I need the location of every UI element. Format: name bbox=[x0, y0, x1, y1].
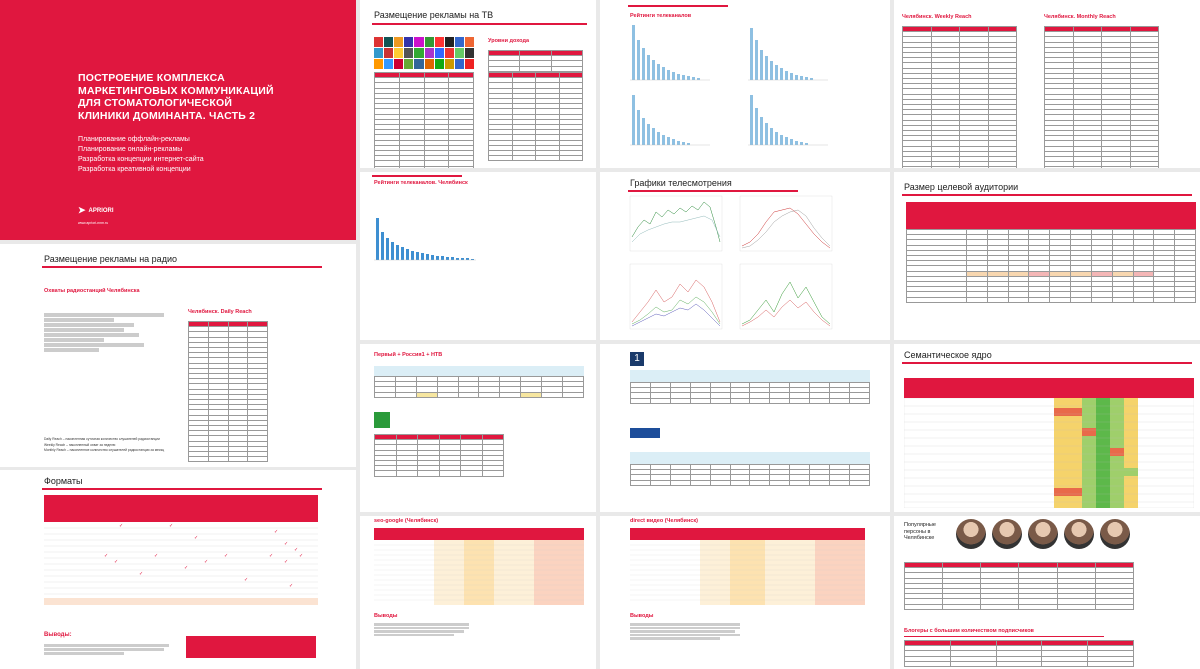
conclusions-heading: Выводы: bbox=[44, 632, 72, 638]
text-line bbox=[44, 333, 139, 337]
tv-ratings-chel-chart bbox=[360, 172, 596, 340]
text-line bbox=[374, 623, 469, 626]
svg-text:✓: ✓ bbox=[139, 571, 144, 577]
title-underline bbox=[902, 194, 1192, 196]
radio-params-text bbox=[44, 312, 172, 353]
channels-table-2 bbox=[374, 434, 504, 477]
radio-subtitle: Охваты радиостанций Челябинска bbox=[44, 288, 140, 294]
page-title: Рейтинги телеканалов. Челябинск bbox=[374, 180, 468, 186]
avatar bbox=[1064, 519, 1094, 549]
rossiya-logo bbox=[630, 428, 660, 438]
audience-header-band bbox=[906, 202, 1196, 229]
direct-header-band bbox=[630, 528, 865, 540]
cover-site: www.apriori-nnm.ru bbox=[78, 221, 109, 225]
page-title: Семантическое ядро bbox=[904, 350, 992, 360]
formats-page bbox=[0, 470, 356, 669]
svg-text:✓: ✓ bbox=[104, 553, 109, 559]
title-underline bbox=[904, 636, 1104, 637]
text-line bbox=[374, 627, 469, 630]
svg-text:✓: ✓ bbox=[269, 553, 274, 559]
tv-ratings-chel-page bbox=[360, 172, 596, 340]
text-line bbox=[630, 630, 735, 633]
monthly-title: Челябинск. Monthly Reach bbox=[1044, 14, 1116, 20]
seo-table bbox=[374, 540, 584, 605]
cover-items bbox=[78, 135, 204, 175]
svg-text:✓: ✓ bbox=[299, 553, 304, 559]
note-monthly: Monthly Reach – накопленное количество слушателей радиостанции за месяц bbox=[44, 448, 165, 452]
svg-text:✓: ✓ bbox=[119, 523, 124, 529]
tele-graphs-page bbox=[600, 172, 890, 340]
cover-page bbox=[0, 0, 356, 240]
text-line bbox=[44, 648, 164, 651]
cover-item: Планирование онлайн-рекламы bbox=[78, 146, 183, 153]
rossiya-table bbox=[630, 464, 870, 486]
tv-channel-logos bbox=[374, 37, 474, 69]
note-daily: Daily Reach – накопленная суточная количество слушателей радиостанции bbox=[44, 437, 160, 441]
bloggers-table bbox=[904, 640, 1134, 667]
svg-text:✓: ✓ bbox=[114, 559, 119, 565]
conclusions-text bbox=[44, 643, 174, 656]
text-line bbox=[630, 634, 740, 637]
svg-text:✓: ✓ bbox=[284, 559, 289, 565]
avatar bbox=[956, 519, 986, 549]
weekly-table bbox=[902, 26, 1017, 168]
conclusions-callout bbox=[186, 636, 316, 658]
perviy-table bbox=[630, 382, 870, 404]
tv-ratings-charts bbox=[600, 0, 890, 168]
cover-item: Планирование оффлайн-рекламы bbox=[78, 136, 190, 143]
text-line bbox=[44, 338, 104, 342]
logo-arrow-icon: ➤ bbox=[78, 205, 86, 215]
popular-title: Популярные персоны в Челябинске bbox=[904, 522, 936, 541]
channels-table-header bbox=[374, 366, 584, 376]
text-line bbox=[44, 318, 114, 322]
svg-text:✓: ✓ bbox=[154, 553, 159, 559]
perviy-table-header bbox=[630, 370, 870, 382]
page-title: Размещение рекламы на ТВ bbox=[374, 10, 494, 20]
page-title: seo-google (Челябинск) bbox=[374, 518, 439, 524]
tele-graphs-charts bbox=[600, 172, 890, 340]
page-title: Размер целевой аудитории bbox=[904, 182, 1019, 192]
title-underline bbox=[902, 362, 1192, 364]
title-underline bbox=[372, 23, 587, 25]
tv-ratings-page bbox=[600, 0, 890, 168]
perviy-logo: 1 bbox=[630, 352, 644, 366]
formats-header-band bbox=[44, 495, 318, 522]
popular-table bbox=[904, 562, 1134, 610]
avatar bbox=[992, 519, 1022, 549]
apriori-logo: ➤ APRIORI bbox=[78, 205, 114, 215]
tv-page bbox=[360, 0, 596, 168]
text-line bbox=[44, 313, 164, 317]
page-title: Форматы bbox=[44, 476, 83, 486]
svg-text:✓: ✓ bbox=[184, 565, 189, 571]
daily-reach-title: Челябинск. Daily Reach bbox=[188, 309, 252, 315]
svg-text:✓: ✓ bbox=[289, 583, 294, 589]
income-table bbox=[488, 50, 583, 72]
popular-page bbox=[894, 516, 1200, 669]
daily-reach-table bbox=[188, 321, 268, 462]
perviy-page bbox=[600, 344, 890, 512]
text-line bbox=[44, 328, 124, 332]
text-line bbox=[374, 634, 454, 637]
page-title: direct видео (Челябинск) bbox=[630, 518, 698, 524]
bloggers-title: Блогеры с большим количеством подписчиков bbox=[904, 628, 1034, 634]
seo-header-band bbox=[374, 528, 584, 540]
page-title: Первый + Россия1 + НТВ bbox=[374, 352, 443, 358]
svg-text:✓: ✓ bbox=[284, 541, 289, 547]
cover-title: ПОСТРОЕНИЕ КОМПЛЕКСА МАРКЕТИНГОВЫХ КОММУНИКАЦИЙ ДЛЯ СТОМАТОЛОГИЧЕСКОЙ КЛИНИКИ ДОМИНАНТА. ЧАСТЬ 2 bbox=[78, 72, 274, 122]
avatar bbox=[1100, 519, 1130, 549]
text-line bbox=[44, 343, 144, 347]
page-title: Рейтинги телеканалов bbox=[630, 13, 692, 19]
avatar bbox=[1028, 519, 1058, 549]
text-line bbox=[44, 644, 169, 647]
rossiya-table-header bbox=[630, 452, 870, 464]
seo-google-page bbox=[360, 516, 596, 669]
svg-text:✓: ✓ bbox=[194, 535, 199, 541]
text-line bbox=[44, 348, 99, 352]
radio-page bbox=[0, 244, 356, 467]
ntv-logo bbox=[374, 412, 390, 428]
audience-table bbox=[906, 229, 1196, 303]
svg-text:✓: ✓ bbox=[274, 529, 279, 535]
seo-conclusions: Выводы bbox=[374, 613, 398, 619]
direct-conclusions: Выводы bbox=[630, 613, 654, 619]
text-line bbox=[630, 623, 740, 626]
channels-ad-page bbox=[360, 344, 596, 512]
title-underline bbox=[42, 266, 322, 268]
direct-table bbox=[630, 540, 865, 605]
monthly-table bbox=[1044, 26, 1159, 168]
svg-text:✓: ✓ bbox=[294, 547, 299, 553]
text-line bbox=[44, 652, 124, 655]
cover-item: Разработка концепции интернет-сайта bbox=[78, 156, 204, 163]
page-title: Графики телесмотрения bbox=[630, 178, 732, 188]
weekly-reach-page bbox=[894, 0, 1200, 168]
semantic-page bbox=[894, 344, 1200, 512]
formats-matrix bbox=[44, 522, 318, 607]
tv-channels-table-left bbox=[374, 72, 474, 168]
channels-table bbox=[374, 376, 584, 398]
direct-page bbox=[600, 516, 890, 669]
reach-notes bbox=[44, 437, 184, 454]
svg-text:✓: ✓ bbox=[204, 559, 209, 565]
text-line bbox=[630, 627, 740, 630]
semantic-heatmap bbox=[904, 398, 1194, 508]
seo-text bbox=[374, 622, 574, 637]
semantic-header-band bbox=[904, 378, 1194, 398]
title-underline bbox=[42, 488, 322, 490]
page-title: Размещение рекламы на радио bbox=[44, 254, 177, 264]
svg-text:✓: ✓ bbox=[169, 523, 174, 529]
tv-channels-table-right bbox=[488, 72, 583, 161]
svg-text:✓: ✓ bbox=[244, 577, 249, 583]
note-weekly: Weekly Reach – накопленный охват за неделю bbox=[44, 442, 116, 447]
text-line bbox=[44, 323, 134, 327]
svg-text:✓: ✓ bbox=[224, 553, 229, 559]
direct-text bbox=[630, 622, 830, 641]
text-line bbox=[630, 637, 720, 640]
text-line bbox=[374, 630, 464, 633]
income-subtitle: Уровни дохода bbox=[488, 38, 530, 44]
weekly-title: Челябинск. Weekly Reach bbox=[902, 14, 972, 20]
audience-page bbox=[894, 172, 1200, 340]
cover-item: Разработка креативной концепции bbox=[78, 166, 191, 173]
